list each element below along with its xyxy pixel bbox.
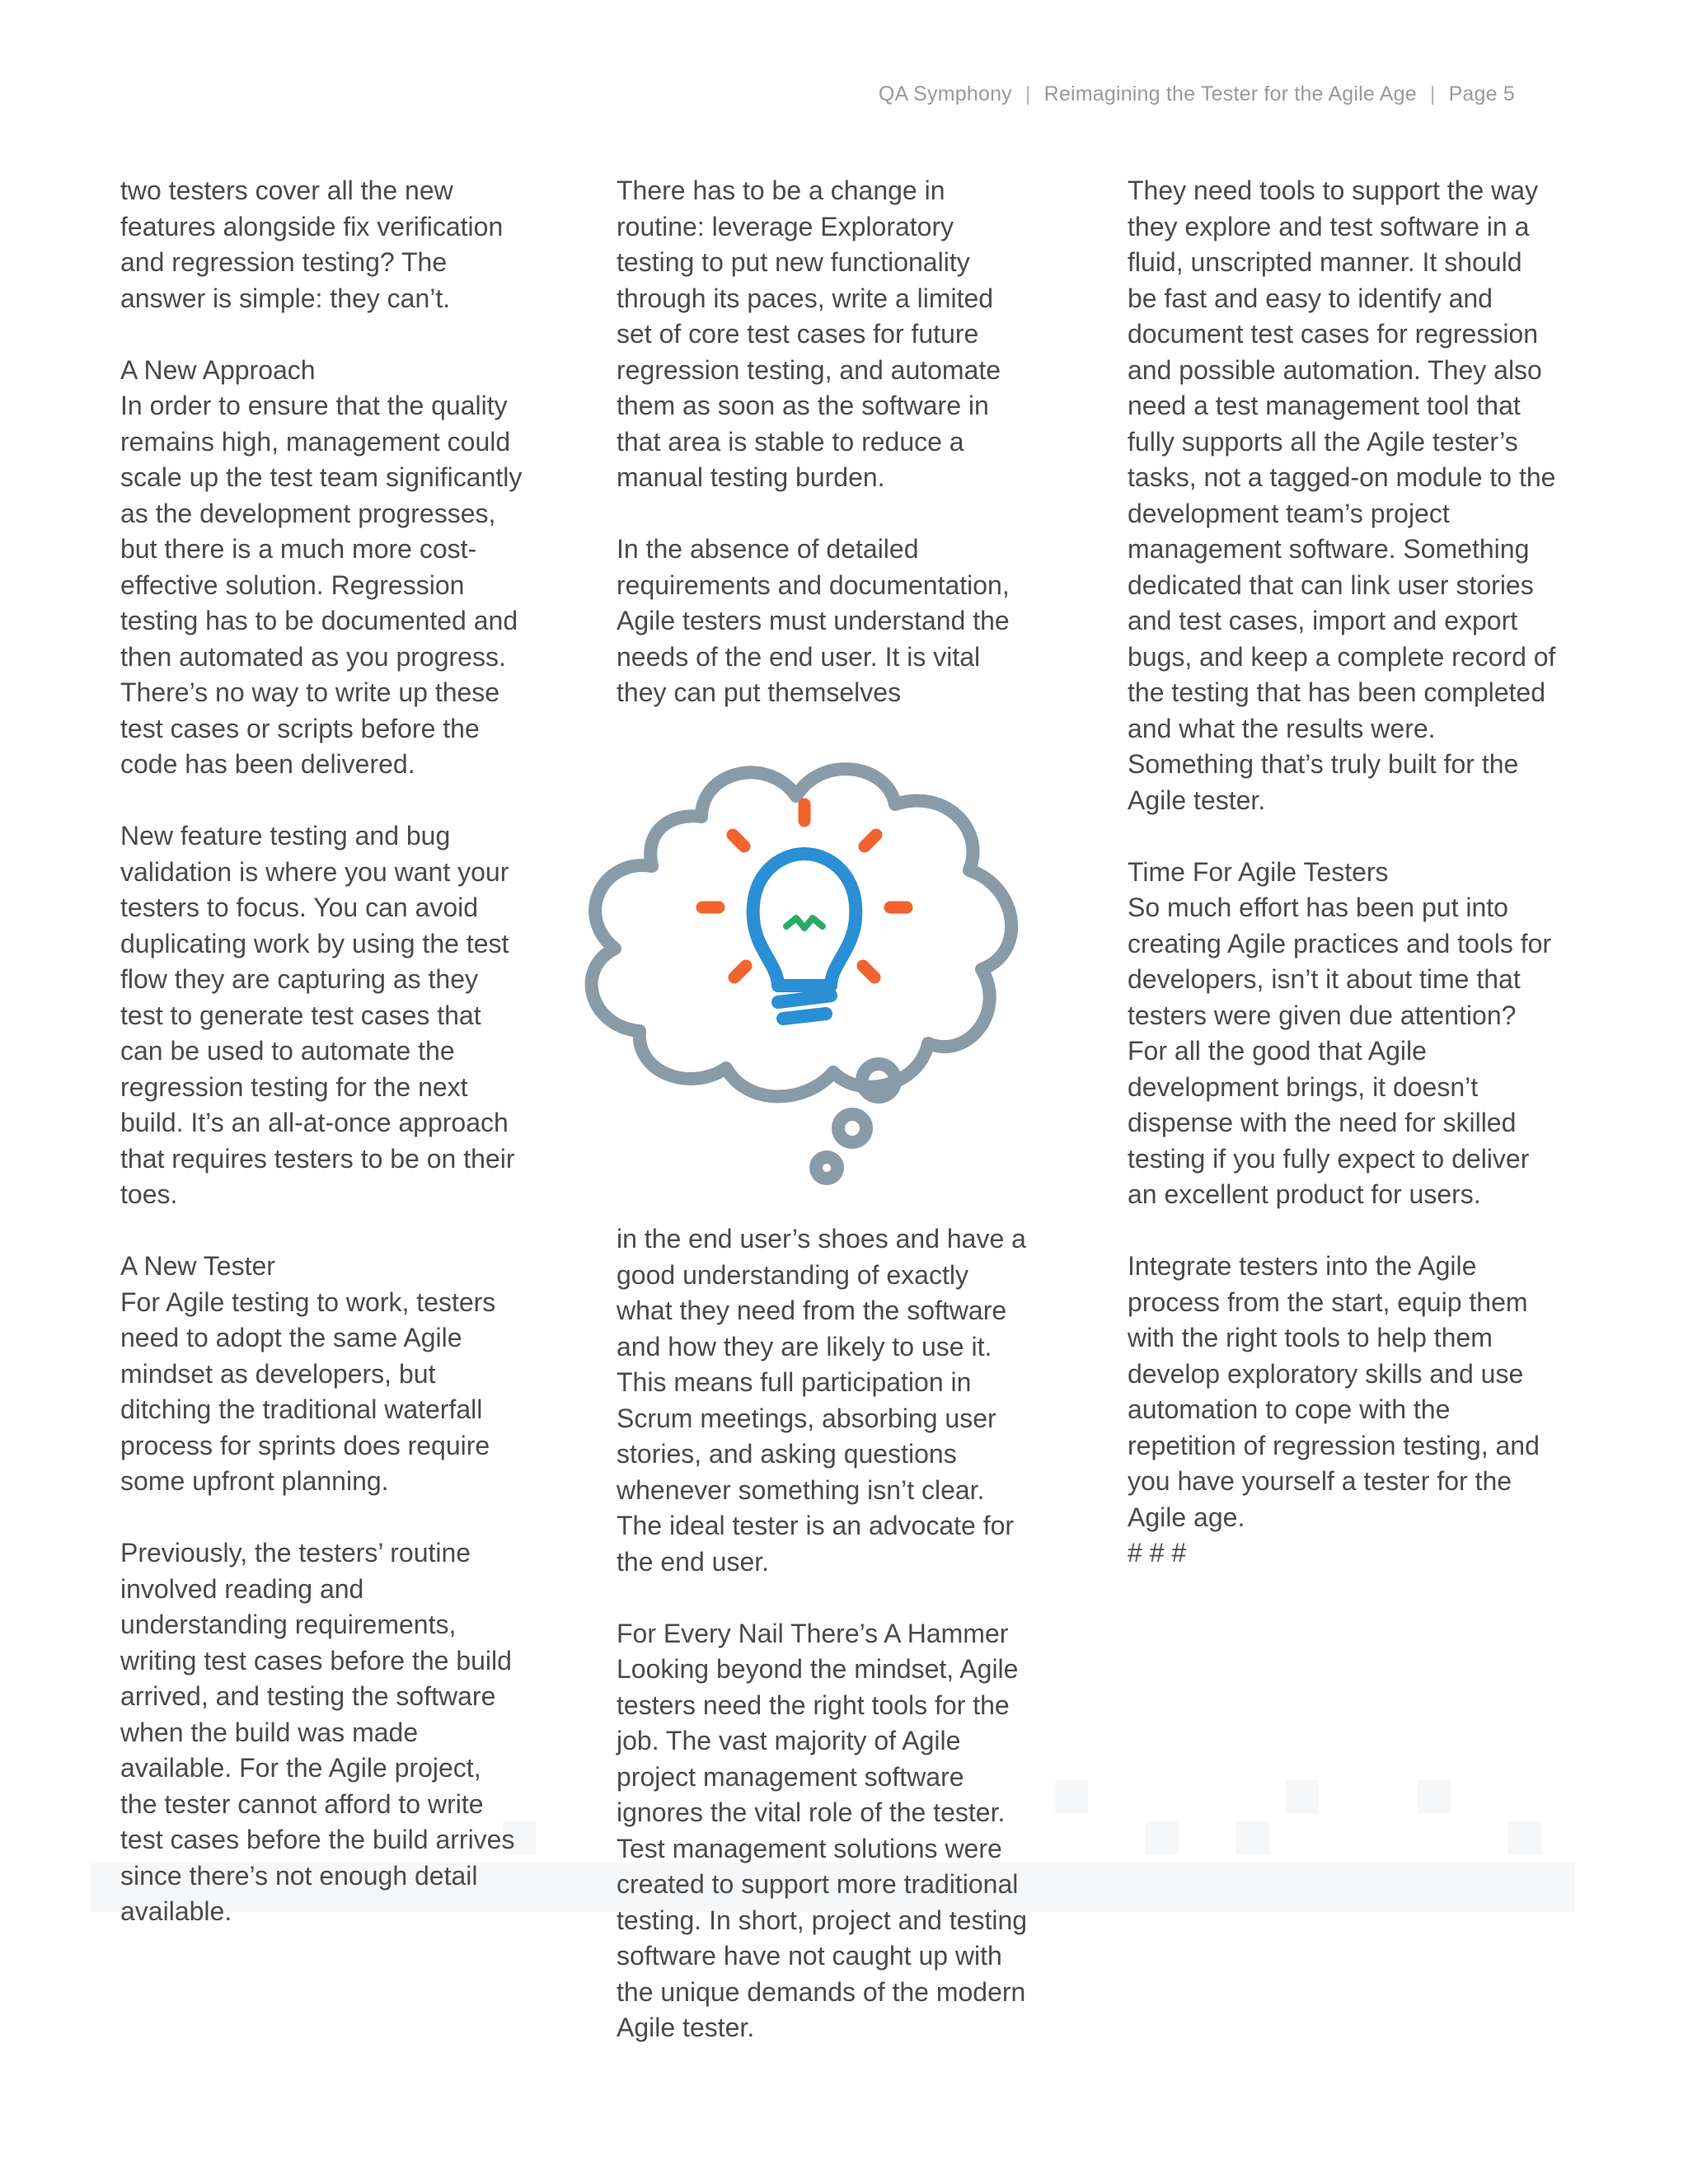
paragraph: two testers cover all the new features alongside fix verification and regression testing? The answer is simple: they can’t.: [120, 176, 504, 313]
section-block: [120, 353, 524, 783]
page-header: [879, 82, 1515, 106]
paragraph: They need tools to support the way they explore and test software in a fluid, unscripted manner. It should be fast and easy to identify and document test cases for regression and possible automation. They also need a test management tool that fully supports all the Agile tester’s tasks, not a tagged-on module to the development team’s project management software. Something dedicated that can link user stories and test cases, import and export bugs, and keep a complete record of the testing that has been completed and what the results were. Something that’s truly built for the Agile tester.: [1128, 176, 1556, 815]
section-block: [1128, 855, 1556, 1213]
section-heading-time-for-agile-testers: Time For Agile Testers: [1128, 856, 1389, 887]
end-mark: # # #: [1128, 1538, 1187, 1568]
column-1: [120, 173, 524, 1930]
column-3: [1128, 173, 1556, 1572]
paragraph: in the end user’s shoes and have a good understanding of exactly what they need from the software and how they are likely to use it. This means full participation in Scrum meetings, absorbing user stories, and asking questions whenever something isn’t clear. The ideal tester is an advocate for the end user.: [617, 1224, 1026, 1577]
paragraph: Previously, the testers’ routine involved reading and understanding requirements, writing test cases before the build arrived, and testing the software when the build was made available. For the Agile project, the tester cannot afford to write test cases before the build arrives since there’s not enough detail available.: [120, 1538, 515, 1926]
paragraph: Integrate testers into the Agile process from the start, equip them with the right tools to help them develop exploratory skills and use automation to cope with the repetition of regression testing, and you have yourself a tester for the Agile age.: [1128, 1251, 1540, 1532]
section-block: [617, 1616, 1029, 2046]
header-page-number: Page 5: [1448, 82, 1515, 105]
column-2-bottom: [617, 1221, 1029, 2046]
header-brand: QA Symphony: [878, 82, 1012, 105]
paragraph: In order to ensure that the quality remains high, management could scale up the test team significantly as the development progresses, but there is a much more cost-effective solution. Regression testing has to be documented and then automated as you progress. There’s no way to write up these test cases or scripts before the code has been delivered.: [120, 391, 523, 779]
header-doc-title: Reimagining the Tester for the Agile Age: [1043, 82, 1417, 105]
paragraph: So much effort has been put into creating Agile practices and tools for developers, isn’t it about time that testers were given due attention? For all the good that Agile development brings, it doesn’t dispense with the need for skilled testing if you fully expect to deliver an excellent product for users.: [1128, 893, 1552, 1209]
paragraph: New feature testing and bug validation is where you want your testers to focus. You can avoid duplicating work by using the test flow they are capturing as they test to generate test cases that can be used to automate the regression testing for the next build. It’s an all-at-once approach that requires testers to be on their toes.: [120, 821, 515, 1209]
column-2-top: [617, 173, 1020, 711]
section-block: [120, 1249, 524, 1500]
thought-bubble-lightbulb-icon: [557, 738, 1052, 1200]
header-separator: |: [1025, 82, 1031, 105]
paragraph: Looking beyond the mindset, Agile testers need the right tools for the job. The vast majority of Agile project management software ignores the vital role of the tester. Test management solutions were created to support more traditional testing. In short, project and testing software have not caught up with the unique demands of the modern Agile tester.: [617, 1654, 1028, 2042]
paragraph: For Agile testing to work, testers need to adopt the same Agile mindset as developers, but ditching the traditional waterfall process for sprints does require some upfront planning.: [120, 1286, 496, 1496]
section-block: [1128, 1249, 1556, 1572]
section-heading-hammer: For Every Nail There’s A Hammer: [617, 1618, 1009, 1648]
section-heading-new-tester: A New Tester: [120, 1251, 275, 1281]
paragraph: In the absence of detailed requirements and documentation, Agile testers must understand the needs of the end user. It is vital they can put themselves: [617, 534, 1010, 707]
header-separator: |: [1429, 82, 1436, 105]
section-heading-new-approach: A New Approach: [120, 354, 316, 385]
paragraph: There has to be a change in routine: leverage Exploratory testing to put new functionality through its paces, write a limited set of core test cases for future regression testing, and automate them as soon as the software in that area is stable to reduce a manual testing burden.: [617, 176, 1001, 492]
